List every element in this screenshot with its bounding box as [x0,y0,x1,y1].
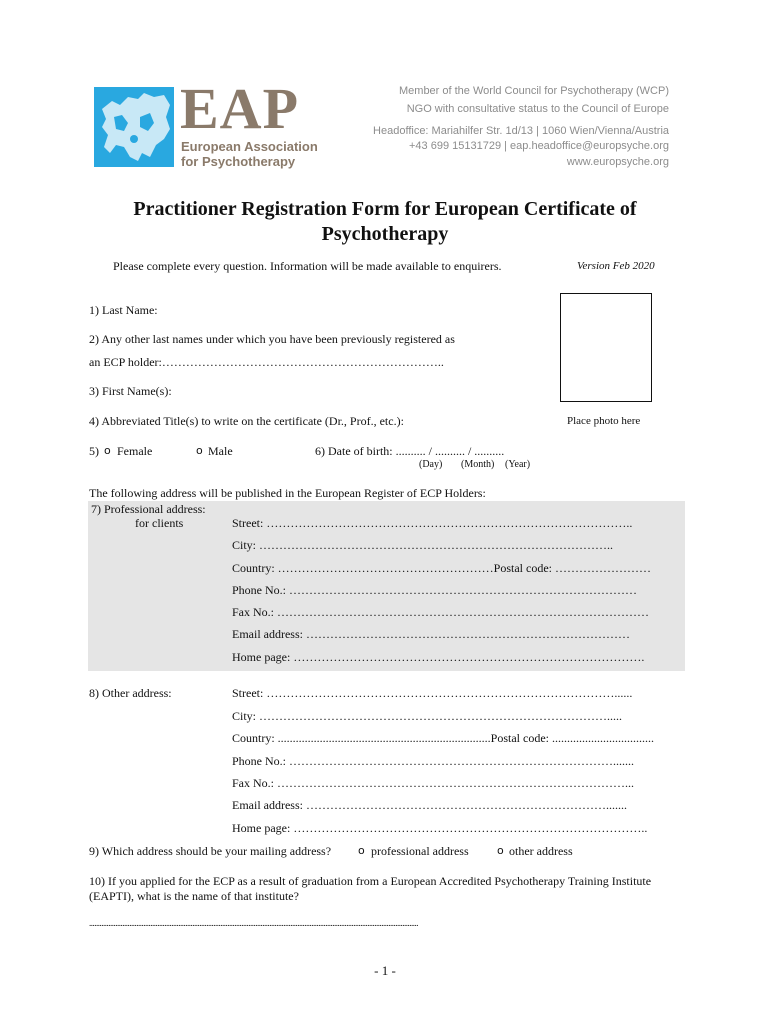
q2-other-names-line2[interactable]: an ECP holder:…………………………………………………………….. [89,355,444,369]
photo-placeholder-box[interactable] [560,293,652,402]
other-address-checkbox[interactable]: o [497,844,504,857]
publish-note: The following address will be published in the European Register of ECP Holders: [89,486,486,500]
header-info-line: Headoffice: Mariahilfer Str. 1d/13 | 1060 Wien/Vienna/Austria [373,125,669,137]
q7-email-field[interactable]: Email address: ……………………………………………………………………… [232,627,630,641]
europe-map-icon [94,87,174,167]
header-info-line: NGO with consultative status to the Council of Europe [406,103,669,115]
intro-text: Please complete every question. Information will be made available to enquirers. [113,259,502,273]
q8-homepage-field[interactable]: Home page: …………………………………………………………………………….. [232,821,648,835]
logo-eap-letters: EAP [180,76,299,141]
male-checkbox[interactable]: o [196,444,203,457]
q7-homepage-field[interactable]: Home page: ……………………………………………………………………………. [232,650,645,664]
q7-phone-field[interactable]: Phone No.: …………………………………………………………………………… [232,583,637,597]
q8-street-field[interactable]: Street: ……………………………………………………………………………...... [232,686,633,700]
q5-label: 5) [89,444,99,458]
q8-country-field[interactable]: Country: .......................................................................Postal code: .................................. [232,731,654,745]
q8-email-field[interactable]: Email address: …………………………………………………………………....... [232,798,627,812]
q9-label: 9) Which address should be your mailing address? [89,844,332,858]
q7-country-field[interactable]: Country: ………………………………………………Postal code: …………………… [232,561,651,575]
header-info-line: Member of the World Council for Psychotherapy (WCP) [399,85,669,97]
q3-first-names[interactable]: 3) First Name(s): [89,384,172,398]
form-title-line2: Psychotherapy [321,223,449,245]
header-info-line: www.europsyche.org [566,156,669,168]
professional-address-checkbox[interactable]: o [358,844,365,857]
professional-address-option: professional address [371,844,469,858]
q10-line2: (EAPTI), what is the name of that institute? [89,889,299,903]
dob-day-label: (Day) [419,459,443,470]
q7-street-field[interactable]: Street: ……………………………………………………………………………….. [232,516,633,530]
q8-phone-field[interactable]: Phone No.: ………………………………………………………………………....... [232,754,634,768]
q8-fax-field[interactable]: Fax No.: ……………………………………………………………………………... [232,776,634,790]
q10-line1: 10) If you applied for the ECP as a result of graduation from a European Accredited Psychotherapy Training Institute [89,874,652,888]
logo-subtitle-line1: European Association [181,139,318,154]
q7-label-sub: for clients [135,516,184,530]
q8-label: 8) Other address: [89,686,172,700]
female-label: Female [117,444,153,458]
q7-city-field[interactable]: City: …………………………………………………………………………….. [232,538,614,552]
dob-month-label: (Month) [461,459,495,470]
q8-city-field[interactable]: City: ……………………………………………………………………………..... [232,709,623,723]
q6-date-of-birth[interactable]: 6) Date of birth: .......... / .......... / .......... [315,444,505,458]
photo-label: Place photo here [567,415,641,427]
q10-answer-line[interactable]: ............................................................................................................................................................................................ [89,918,418,928]
page-number: - 1 - [374,963,396,978]
male-label: Male [208,444,233,458]
female-checkbox[interactable]: o [104,444,111,457]
q7-fax-field[interactable]: Fax No.: ………………………………………………………………………………… [232,605,649,619]
header-info-line: +43 699 15131729 | eap.headoffice@europsyche.org [409,140,669,152]
q4-titles[interactable]: 4) Abbreviated Title(s) to write on the certificate (Dr., Prof., etc.): [89,414,404,428]
q7-label: 7) Professional address: [91,502,206,516]
dob-year-label: (Year) [505,459,531,470]
version-label: Version Feb 2020 [577,260,655,272]
q2-other-names-line1: 2) Any other last names under which you have been previously registered as [89,332,455,346]
other-address-option: other address [509,844,573,858]
q1-last-name[interactable]: 1) Last Name: [89,303,158,317]
form-title-line1: Practitioner Registration Form for European Certificate of [133,198,637,220]
logo-subtitle-line2: for Psychotherapy [181,154,296,169]
eap-logo-map [94,87,174,167]
